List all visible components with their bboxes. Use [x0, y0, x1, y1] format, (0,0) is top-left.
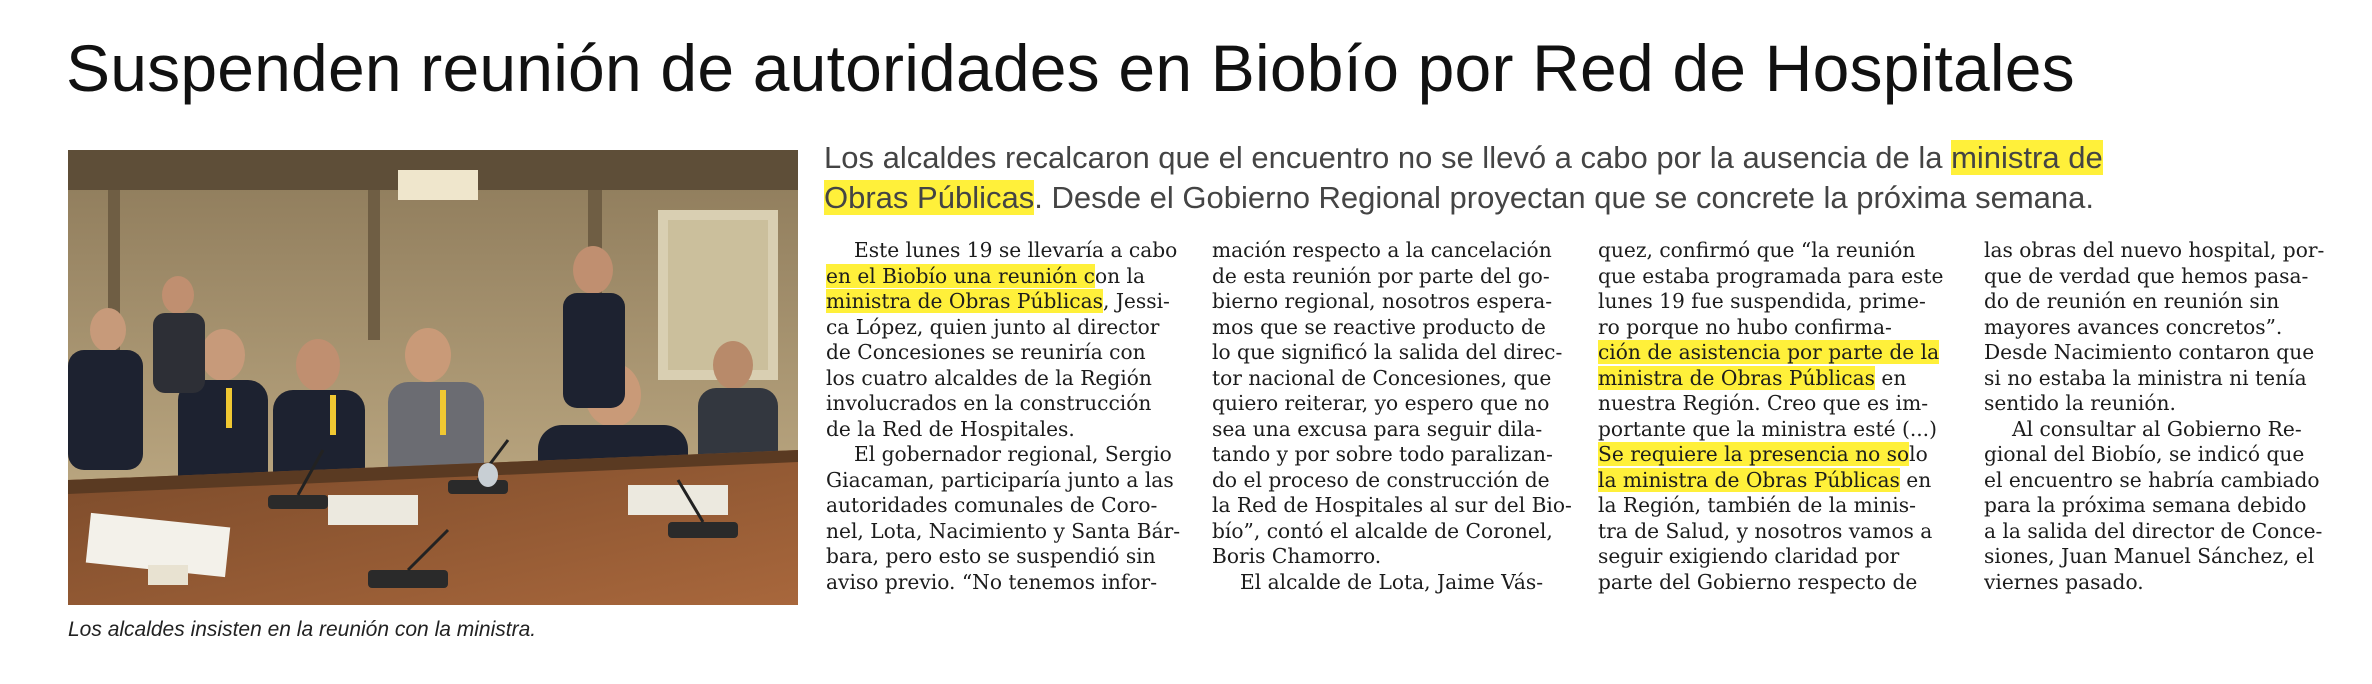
article-column-1: [826, 238, 1188, 595]
text-line: aviso previo. “No tenemos infor-: [826, 569, 1158, 594]
text-line: mayores avances concretos”.: [1984, 314, 2283, 339]
text-line: [826, 289, 1188, 315]
text-line: sea una excusa para seguir dila-: [1212, 416, 1543, 441]
text-line: El alcalde de Lota, Jaime Vás-: [1240, 569, 1544, 594]
text-line: bara, pero esto se suspendió sin: [826, 544, 1156, 568]
text-line: bierno regional, nosotros espera-: [1212, 289, 1553, 313]
text-line: El gobernador regional, Sergio: [854, 442, 1172, 466]
text-line: la Red de Hospitales al sur del Bio-: [1212, 493, 1572, 517]
highlight: Se requiere la presencia no so: [1598, 442, 1910, 466]
text-line: do de reunión en reunión sin: [1984, 289, 2280, 313]
text-line: para la próxima semana debido: [1984, 493, 2307, 517]
text-line: parte del Gobierno respecto de: [1598, 569, 1918, 594]
text-line: Este lunes 19 se llevaría a cabo: [854, 238, 1178, 262]
text-line: [826, 264, 1188, 290]
text-line: do el proceso de construcción de: [1212, 467, 1550, 492]
article-column-3: [1598, 238, 1960, 595]
subheadline: [824, 138, 2354, 218]
text-fragment: , Jessi-: [1102, 289, 1170, 313]
text-line: Desde Nacimiento contaron que: [1984, 340, 2315, 364]
text-line: tra de Salud, y nosotros vamos a: [1598, 518, 1933, 543]
text-line: quiero reiterar, yo espero que no: [1212, 391, 1550, 415]
text-line: que estaba programada para este: [1598, 263, 1944, 288]
text-line: a la salida del director de Conce-: [1984, 518, 2323, 543]
text-line: Giacaman, participaría junto a las: [826, 467, 1174, 492]
highlight: ministra de: [1951, 140, 2103, 175]
meeting-photo: [68, 150, 798, 605]
photo-caption: Los alcaldes insisten en la reunión con la ministra.: [68, 618, 537, 641]
text-line: de esta reunión por parte del go-: [1212, 263, 1550, 288]
text-line: [1598, 366, 1960, 392]
text-line: la Región, también de la minis-: [1598, 493, 1916, 517]
text-line: los cuatro alcaldes de la Región: [826, 365, 1152, 390]
text-line: las obras del nuevo hospital, por-: [1984, 238, 2325, 262]
text-line: involucrados en la construcción: [826, 391, 1152, 415]
text-line: de la Red de Hospitales.: [826, 416, 1075, 441]
text-line: [1598, 442, 1960, 468]
text-line: lo que significó la salida del direc-: [1212, 340, 1563, 364]
text-line: mación respecto a la cancelación: [1212, 238, 1552, 262]
text-fragment: lo: [1909, 442, 1928, 466]
text-fragment: on la: [1094, 263, 1146, 288]
text-line: portante que la ministra esté (...): [1598, 416, 1937, 441]
text-line: siones, Juan Manuel Sánchez, el: [1984, 544, 2315, 568]
subhead-text: . Desde el Gobierno Regional proyectan que se concrete la próxima semana.: [1034, 180, 2094, 215]
text-line: ca López, quien junto al director: [826, 314, 1160, 339]
text-line: quez, confirmó que “la reunión: [1598, 238, 1916, 262]
text-line: gional del Biobío, se indicó que: [1984, 442, 2305, 466]
highlight: Obras Públicas: [824, 180, 1035, 215]
highlight: ministra de Obras Públicas: [1598, 365, 1875, 390]
text-line: nuestra Región. Creo que es im-: [1598, 391, 1929, 415]
text-line: mos que se reactive producto de: [1212, 314, 1546, 339]
text-line: Boris Chamorro.: [1212, 544, 1382, 568]
highlight: ministra de Obras Públicas: [826, 289, 1103, 313]
text-line: [1598, 340, 1960, 366]
text-line: autoridades comunales de Coro-: [826, 493, 1158, 517]
text-line: lunes 19 fue suspendida, prime-: [1598, 289, 1926, 313]
text-line: el encuentro se habría cambiado: [1984, 467, 2320, 492]
text-fragment: en: [1874, 365, 1907, 390]
text-line: si no estaba la ministra ni tenía: [1984, 365, 2307, 390]
text-line: tor nacional de Concesiones, que: [1212, 365, 1552, 390]
text-line: bío”, contó el alcalde de Coronel,: [1212, 518, 1553, 543]
highlight: la ministra de Obras Públicas: [1598, 467, 1900, 492]
article-column-2: [1212, 238, 1574, 595]
highlight: en el Biobío una reunión c: [826, 263, 1095, 288]
text-line: tando y por sobre todo paralizan-: [1212, 442, 1553, 466]
text-line: de Concesiones se reuniría con: [826, 340, 1146, 364]
headline: Suspenden reunión de autoridades en Biobío por Red de Hospitales: [66, 31, 2075, 105]
text-line: nel, Lota, Nacimiento y Santa Bár-: [826, 518, 1181, 543]
text-fragment: en: [1899, 467, 1932, 492]
text-line: ro porque no hubo confirma-: [1598, 314, 1892, 339]
text-line: Al consultar al Gobierno Re-: [2012, 416, 2302, 441]
text-line: sentido la reunión.: [1984, 391, 2176, 415]
highlight: ción de asistencia por parte de la: [1598, 340, 1940, 364]
article-column-4: [1984, 238, 2346, 595]
subhead-line-2: [824, 178, 2354, 218]
text-line: seguir exigiendo claridad por: [1598, 544, 1900, 568]
text-line: viernes pasado.: [1984, 569, 2144, 594]
subhead-line-1: [824, 138, 2354, 178]
subhead-text: Los alcaldes recalcaron que el encuentro no se llevó a cabo por la ausencia de la: [824, 140, 1952, 175]
text-line: [1598, 468, 1960, 494]
text-line: que de verdad que hemos pasa-: [1984, 263, 2309, 288]
